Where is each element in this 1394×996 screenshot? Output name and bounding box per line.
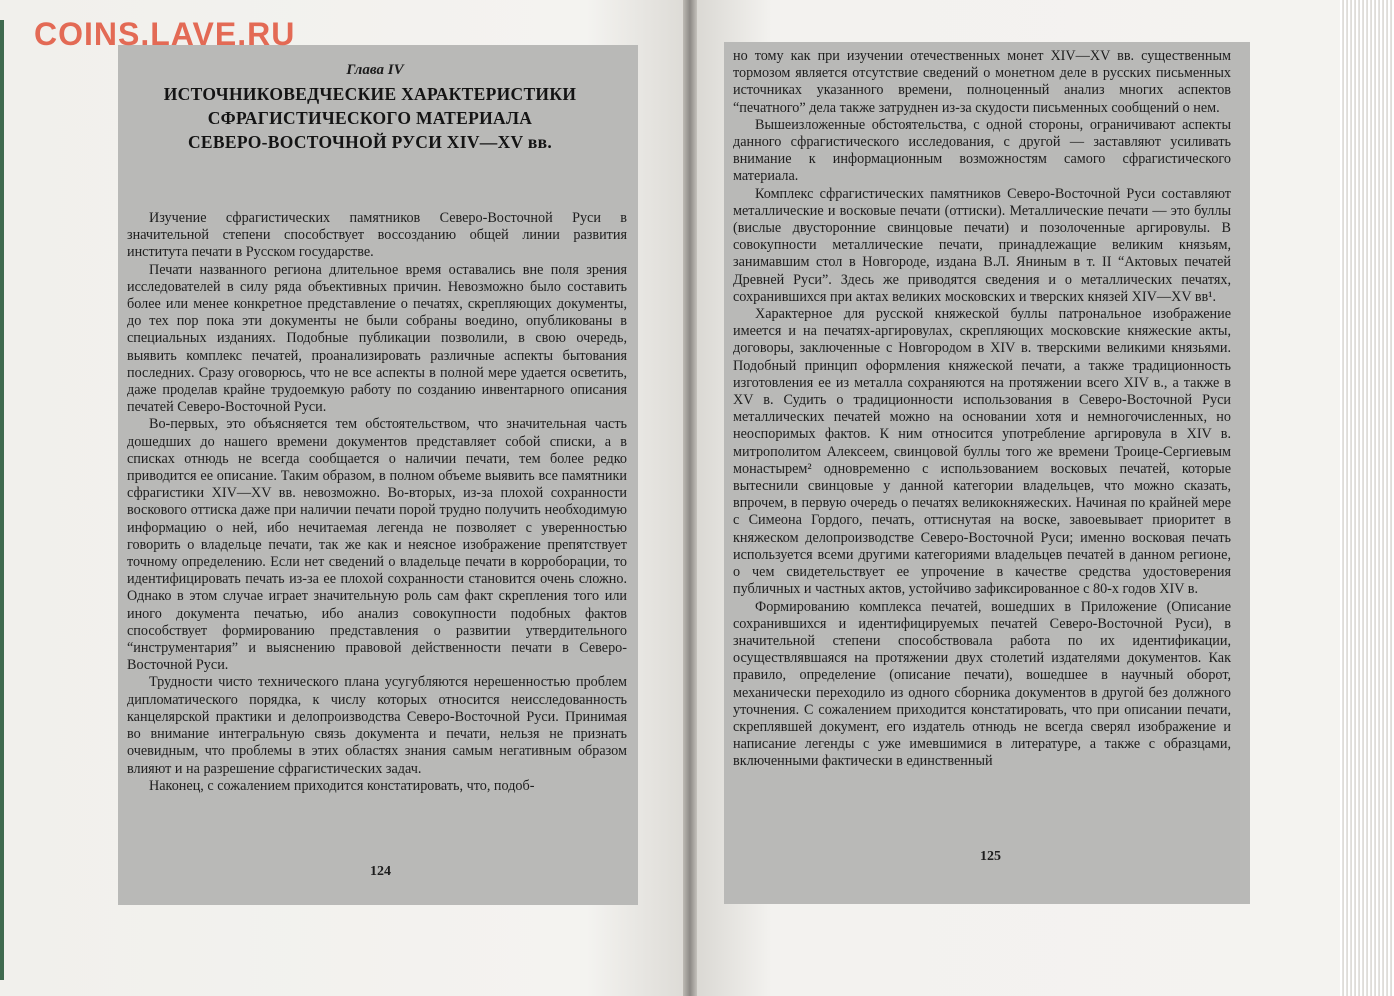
paragraph: Формированию комплекса печатей, вошедших в Приложение (Описание сохранившихся и идентифицируемых печатей Северо-Восточной Руси), в значительной степени способствовала работа по их идентификации, осуществлявшаяся на протяжении двух столетий издателями документов. Как правило, определение (описание печати), вошедшее в научный оборот, механически переходило из одного сборника документов в другой без должного уточнения. С сожалением приходится констатировать, что при описании печати, скреплявшей документ, его издатель отнюдь не всегда сверял изображение и написание легенды с уже имевшимися в литературе, а также с образцами, включенными фактически в единственный — [733, 598, 1231, 770]
paragraph: Наконец, с сожалением приходится констатировать, что, подоб- — [149, 777, 535, 794]
title-line: СФРАГИСТИЧЕСКОГО МАТЕРИАЛА — [207, 108, 533, 128]
paragraph: Во-первых, это объясняется тем обстоятельством, что значительная часть дошедших до нашего времени документов представляет собой списки, а в списках отнюдь не всегда сообщается о наличии печати, тем более редко приводится ее описание. Таким образом, в полном объеме выявить все памятники сфрагистики XIV—XV вв. невозможно. Во-вторых, из-за плохой сохранности воскового оттиска даже при наличии печати порой трудно получить необходимую информацию о ней, ибо нечитаемая легенда не позволяет с уверенностью говорить о владельце печати, так же как и неясное изображение препятствует точному определению. Если нет сведений о владельце печати в корроборации, то идентифицировать печать из-за ее плохой сохранности становится очень сложно. Однако в этом случае играет значительную роль сам факт скрепления того или иного документа печатью, ибо анализ совокупности подобных фактов способствует формированию представления о развитии утвердительного “инструментария” и выяснению правовой действенности печати в Северо-Восточной Руси. — [127, 416, 627, 674]
paragraph: Изучение сфрагистических памятников Северо-Восточной Руси в значительной степени способствует воссозданию общей линии развития института печати в Русском государстве. — [127, 210, 627, 261]
title-line: ИСТОЧНИКОВЕДЧЕСКИЕ ХАРАКТЕРИСТИКИ — [163, 84, 577, 104]
cover-edge — [0, 20, 4, 980]
paragraph: Трудности чисто технического плана усугубляются нерешенностью проблем дипломатического порядка, к числу которых относится неисследованность канцелярской практики и делопроизводства Северо-Восточной Руси. Принимая во внимание интегральную связь документа и печати, нельзя не признать очевидным, что проблемы в этих областях знания самым негативным образом влияют и на разрешение сфрагистических задач. — [127, 674, 627, 777]
page-edges — [1340, 0, 1394, 996]
chapter-label: Глава IV — [346, 62, 404, 78]
title-line: СЕВЕРО-ВОСТОЧНОЙ РУСИ XIV—XV вв. — [187, 132, 552, 152]
book-gutter — [683, 0, 697, 996]
paragraph: Вышеизложенные обстоятельства, с одной стороны, ограничивают аспекты данного сфрагистического исследования, с другой — заставляют усиливать внимание к информационным возможностям самого сфрагистического материала. — [733, 116, 1231, 185]
paragraph: Комплекс сфрагистических памятников Северо-Восточной Руси составляют металлические и восковые печати (оттиски). Металлические печати — это буллы (вислые двусторонние свинцовые печати) и позолоченные аргировулы. В совокупности металлические печати, принадлежащие великим князьям, занимавшим стол в Новгороде, издана В.Л. Яниным в т. II “Актовых печатей Древней Руси”. Здесь же приводятся сведения и о металлических печатях, сохранившихся при актах великих московских и тверских князей XIV—XV вв¹. — [733, 185, 1231, 305]
watermark: COINS.LAVE.RU — [34, 16, 296, 52]
chapter-title — [150, 82, 590, 154]
page-number-left: 124 — [370, 864, 391, 879]
right-body-text — [733, 48, 1231, 771]
page-number-right: 125 — [980, 849, 1001, 864]
paragraph: но тому как при изучении отечественных монет XIV—XV вв. существенным тормозом является отсутствие сведений о монетном деле в русских письменных источниках указанного времени, полноценный анализ многих аспектов “печатного” дела также затруднен из-за скудости письменных сообщений о нем. — [733, 48, 1231, 116]
left-body-text — [127, 210, 627, 795]
paragraph: Печати названного региона длительное время оставались вне поля зрения исследователей в силу ряда объективных причин. Невозможно было составить более или менее конкретное представление о печатях, скрепляющих документы, до тех пор пока эти документы не были собраны воедино, опубликованы в специальных изданиях. Подобные публикации позволили, в свою очередь, выявить комплекс печатей, проанализировать различные аспекты бытования последних. Сразу оговорюсь, что не все аспекты в полной мере удается осветить, даже проделав крайне трудоемкую работу по созданию инвентарного описания печатей Северо-Восточной Руси. — [127, 261, 627, 416]
paragraph: Характерное для русской княжеской буллы патрональное изображение имеется и на печатях-аргировулах, скрепляющих московские княжеские акты, договоры, заключенные с Новгородом в XIV в. тверскими великими князьями. Подобный принцип оформления княжеской печати, а также традиционность изготовления ее из металла сохраняются на протяжении всего XIV в., а также в XV в. Судить о традиционности использования в Северо-Восточной Руси металлических печатей можно на основании хотя и немногочисленных, но неоспоримых фактов. К ним относится употребление аргировула в XIV в. митрополитом Алексеем, свинцовой буллы того же времени Троице-Сергиевым монастырем² одновременно с использованием восковых печатей, которые вытеснили свинцовые у данной категории владельцев, что можно сказать, впрочем, в первую очередь о печатях великокняжеских. Начиная по крайней мере с Симеона Гордого, печать, оттиснутая на воске, завоевывает приоритет в княжеском делопроизводстве Северо-Восточной Руси; именно восковая печать используется всеми другими категориями владельцев печатей в данном регионе, о чем свидетельствует ее упрочение в качестве средства удостоверения публичных и частных актов, устойчиво зафиксированное с 80-х годов XIV в. — [733, 306, 1231, 598]
